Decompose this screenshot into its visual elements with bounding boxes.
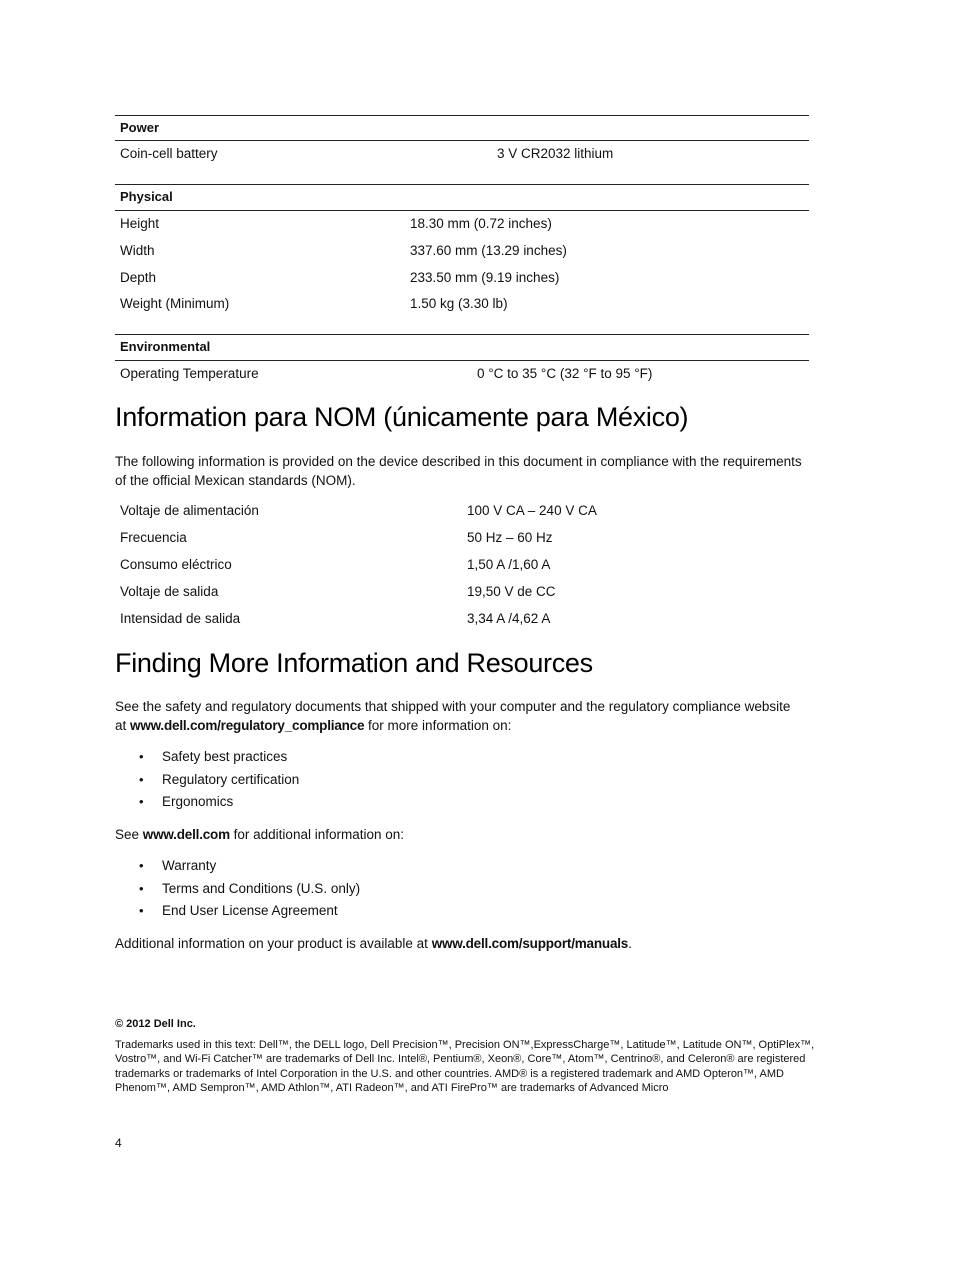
spec-value: 233.50 mm (9.19 inches) <box>410 270 560 285</box>
spec-label: Width <box>120 243 155 258</box>
paragraph-text: for additional information on: <box>229 827 405 842</box>
spec-label: Weight (Minimum) <box>120 296 230 311</box>
nom-label: Voltaje de alimentación <box>120 503 259 518</box>
spec-value: 0 °C to 35 °C (32 °F to 95 °F) <box>477 366 653 381</box>
spec-value: 18.30 mm (0.72 inches) <box>410 216 552 231</box>
dell-website-link[interactable]: www.dell.com <box>142 827 230 842</box>
paragraph-text: See the safety and regulatory documents that shipped with your computer and the regulatory compliance website at <box>115 699 791 733</box>
resources-paragraph-1 <box>115 697 805 735</box>
physical-top-rule <box>115 184 809 185</box>
bullet-icon: • <box>139 794 144 809</box>
power-heading: Power <box>120 120 160 135</box>
physical-heading: Physical <box>120 189 173 204</box>
regulatory-compliance-link[interactable]: www.dell.com/regulatory_compliance <box>130 718 365 733</box>
resources-paragraph-2 <box>115 825 805 844</box>
resources-paragraph-3 <box>115 934 805 953</box>
paragraph-text: for more information on: <box>364 718 512 733</box>
spec-value: 337.60 mm (13.29 inches) <box>410 243 567 258</box>
nom-section-title: Information para NOM (únicamente para México) <box>115 402 689 432</box>
physical-bottom-rule <box>115 210 809 211</box>
resources-section-title: Finding More Information and Resources <box>115 648 593 678</box>
list-item: Warranty <box>162 858 217 873</box>
trademark-notice: Trademarks used in this text: Dell™, the DELL logo, Dell Precision™, Precision ON™,ExpressCharge™, Latitude™, Latitude ON™, OptiPlex™, Vostro™, and Wi-Fi Catcher™ are trademarks of Dell Inc. Intel®, Pentium®, Xeon®, Core™, Atom™, Centrino®, and Celeron® are registered trademarks or trademarks of Intel Corporation in the U.S. and other countries. AMD® is a registered trademark and AMD Opteron™, AMD Phenom™, AMD Sempron™, AMD Athlon™, ATI Radeon™, and ATI FirePro™ are trademarks of Advanced Micro <box>115 1039 815 1094</box>
nom-value: 1,50 A /1,60 A <box>467 557 551 572</box>
list-item: Safety best practices <box>162 749 288 764</box>
environmental-bottom-rule <box>115 360 809 361</box>
spec-label: Operating Temperature <box>120 366 259 381</box>
nom-value: 3,34 A /4,62 A <box>467 611 551 626</box>
bullet-icon: • <box>139 749 144 764</box>
spec-label: Height <box>120 216 160 231</box>
power-top-rule <box>115 115 809 116</box>
nom-label: Consumo eléctrico <box>120 557 232 572</box>
power-bottom-rule <box>115 140 809 141</box>
list-item: Terms and Conditions (U.S. only) <box>162 881 361 896</box>
page-number: 4 <box>115 1136 122 1150</box>
list-item: Regulatory certification <box>162 772 300 787</box>
support-manuals-link[interactable]: www.dell.com/support/manuals <box>431 936 629 951</box>
list-item: End User License Agreement <box>162 903 338 918</box>
spec-label: Coin-cell battery <box>120 146 218 161</box>
nom-label: Intensidad de salida <box>120 611 241 626</box>
environmental-heading: Environmental <box>120 339 211 354</box>
nom-value: 100 V CA – 240 V CA <box>467 503 597 518</box>
environmental-top-rule <box>115 334 809 335</box>
bullet-icon: • <box>139 858 144 873</box>
list-item: Ergonomics <box>162 794 234 809</box>
spec-label: Depth <box>120 270 157 285</box>
nom-label: Voltaje de salida <box>120 584 219 599</box>
spec-value: 1.50 kg (3.30 lb) <box>410 296 508 311</box>
copyright-notice: © 2012 Dell Inc. <box>115 1018 196 1030</box>
nom-label: Frecuencia <box>120 530 187 545</box>
paragraph-text: Additional information on your product is available at <box>115 936 432 951</box>
nom-intro-paragraph: The following information is provided on the device described in this document in compliance with the requirements of the official Mexican standards (NOM). <box>115 454 802 488</box>
spec-value: 3 V CR2032 lithium <box>497 146 614 161</box>
nom-value: 50 Hz – 60 Hz <box>467 530 553 545</box>
nom-value: 19,50 V de CC <box>467 584 556 599</box>
bullet-icon: • <box>139 772 144 787</box>
paragraph-text: See <box>115 827 143 842</box>
bullet-icon: • <box>139 903 144 918</box>
paragraph-text: . <box>628 936 632 951</box>
bullet-icon: • <box>139 881 144 896</box>
